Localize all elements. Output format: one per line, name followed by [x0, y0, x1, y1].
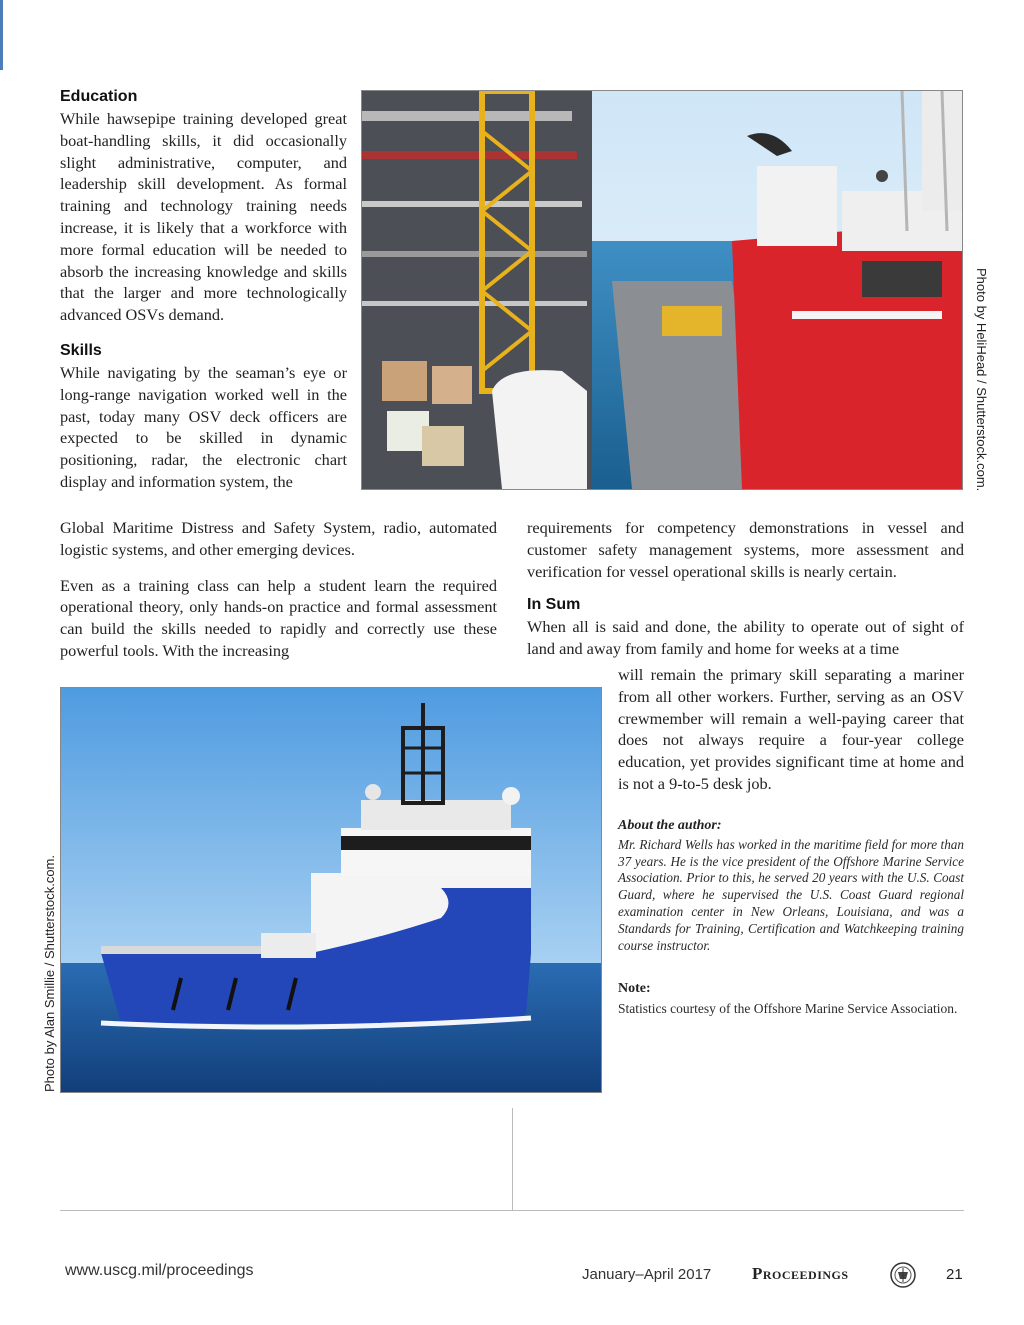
bottom-photo-credit: Photo by Alan Smillie / Shutterstock.com.: [42, 855, 57, 1092]
blue-supply-vessel-image: [61, 688, 601, 1092]
in-sum-heading: In Sum: [527, 596, 581, 614]
skills-paragraph-2-continued: requirements for competency demonstrations in vessel and customer safety management systems, more assessment and verification for vessel operational skills is nearly certain.: [527, 518, 964, 581]
education-heading: Education: [60, 88, 138, 105]
page-number: 21: [946, 1266, 963, 1283]
skills-paragraph-top: While navigating by the seaman’s eye or long-range navigation worked well in the past, today many OSV deck officers are expected to be skilled in dynamic positioning, radar, the electronic chart display and information system, the: [60, 362, 347, 491]
offshore-platform-photo: [361, 90, 963, 490]
uscg-seal-icon: [890, 1262, 916, 1288]
note-text: Statistics courtesy of the Offshore Marine Service Association.: [618, 1001, 958, 1016]
footer-publication-title: Proceedings: [752, 1264, 849, 1283]
right-column-top: [527, 517, 964, 660]
right-column-narrow: [618, 664, 964, 795]
page-edge-accent: [0, 0, 3, 70]
footer-issue-date: January–April 2017: [582, 1266, 712, 1283]
skills-paragraph-continued: Global Maritime Distress and Safety System, radio, automated logistic systems, and other emerging devices.: [60, 518, 497, 559]
note-label: Note:: [618, 981, 651, 996]
skills-paragraph-2: Even as a training class can help a student learn the required operational theory, only hands-on practice and formal assessment can build the skills needed to rapidly and correctly use these powerful tools. With the increasing: [60, 575, 497, 660]
about-author-box: [618, 818, 964, 954]
column-divider: [512, 1108, 513, 1210]
about-author-text: Mr. Richard Wells has worked in the maritime field for more than 37 years. He is the vice president of the Offshore Marine Service Association. Prior to this, he served 20 years with the U.S. Coast Guard, where he supervised the U.S. Coast Guard regional examination center in New Orleans, Louisiana, and was a Standards for Training, Certification and Watchkeeping training course instructor.: [618, 836, 964, 953]
about-author-label: About the author:: [618, 818, 722, 833]
in-sum-paragraph-continued: will remain the primary skill separating a mariner from all other workers. Further, serving as an OSV crewmember will remain a well-paying career that does not always require a four-year college education, yet provides significant time at home and is not a 9-to-5 desk job.: [618, 665, 964, 793]
top-photo-credit: Photo by HeliHead / Shutterstock.com.: [974, 268, 989, 492]
note-box: [618, 980, 964, 1018]
footer-website-link[interactable]: www.uscg.mil/proceedings: [65, 1262, 254, 1279]
education-paragraph: While hawsepipe training developed great boat-handling skills, it did occasionally slight administrative, computer, and leadership skill development. As formal training and technology training needs increase, it is likely that a workforce with more formal education will be needed to absorb the increasing knowledge and skills that the larger and more technologically advanced OSVs demand.: [60, 109, 347, 325]
skills-heading: Skills: [60, 341, 102, 359]
platform-supply-vessel-image: [362, 91, 962, 489]
supply-vessel-photo: [60, 687, 602, 1093]
footer-rule: [60, 1210, 964, 1211]
in-sum-paragraph-top: When all is said and done, the ability to operate out of sight of land and away from family and home for weeks at a time: [527, 617, 964, 659]
left-column-bottom: [60, 517, 497, 662]
left-column-top: [60, 88, 347, 493]
